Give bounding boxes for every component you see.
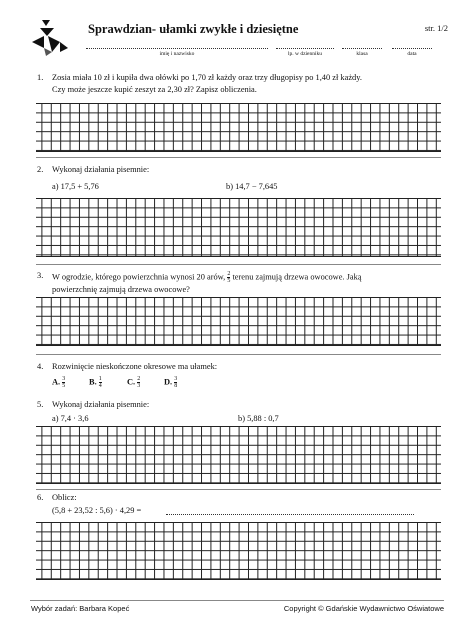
option-c[interactable]: C. $\frac{2}{3}$: [127, 376, 141, 389]
divider: [36, 489, 441, 490]
publisher-logo: [30, 18, 70, 58]
question-6-text: Oblicz:: [52, 493, 77, 502]
fraction-two-fifths: $\frac{2}{5}$: [227, 271, 231, 284]
register-number-field[interactable]: [276, 48, 334, 49]
option-d[interactable]: D. $\frac{3}{8}$: [164, 376, 178, 389]
question-5a: a) 7,4 · 3,6: [52, 414, 89, 423]
divider: [36, 264, 441, 265]
question-1-number: 1.: [37, 73, 44, 82]
question-1-line-2: Czy może jeszcze kupić zeszyt za 2,30 zł? Zapisz obliczenia.: [52, 85, 257, 94]
class-label: klasa: [356, 51, 368, 57]
question-2b: b) 14,7 − 7,645: [226, 182, 278, 191]
footer-copyright: Copyright © Gdańskie Wydawnictwo Oświatowe: [283, 604, 444, 613]
divider: [36, 157, 441, 158]
question-1-text: [52, 72, 362, 96]
date-label: data: [407, 51, 417, 57]
question-5-number: 5.: [37, 400, 44, 409]
footer-divider: [30, 600, 444, 601]
page-number: str. 1/2: [424, 23, 448, 33]
name-field-label: imię i nazwisko: [159, 51, 195, 57]
question-3-line-1-end: terenu zajmują drzewa owocowe. Jaką: [232, 272, 362, 282]
date-field[interactable]: [392, 48, 432, 49]
question-5b: b) 5,88 : 0,7: [238, 414, 279, 423]
answer-grid-1[interactable]: [36, 103, 441, 152]
question-2-text: Wykonaj działania pisemnie:: [52, 165, 150, 174]
page-title: Sprawdzian- ułamki zwykłe i dziesiętne: [88, 22, 299, 36]
answer-line[interactable]: [166, 514, 414, 515]
class-field[interactable]: [342, 48, 382, 49]
question-5-text: Wykonaj działania pisemnie:: [52, 400, 150, 409]
question-2-number: 2.: [37, 165, 44, 174]
answer-grid-3[interactable]: [36, 297, 441, 346]
divider: [36, 354, 441, 355]
answer-grid-2[interactable]: [36, 198, 441, 257]
question-6-expression: (5,8 + 23,52 : 5,6) · 4,29 =: [52, 506, 142, 515]
question-3-line-2: powierzchnię zajmują drzewa owocowe?: [52, 285, 190, 294]
question-4-text: Rozwinięcie nieskończone okresowe ma ułamek:: [52, 362, 218, 371]
question-6-number: 6.: [37, 493, 44, 502]
option-b[interactable]: B. $\frac{1}{4}$: [89, 376, 102, 389]
question-3-line-1-start: W ogrodzie, którego powierzchnia wynosi 20 arów,: [52, 272, 226, 282]
answer-grid-6[interactable]: [36, 522, 441, 580]
register-number-label: lp. w dzienniku: [287, 51, 323, 57]
question-4-number: 4.: [37, 362, 44, 371]
answer-grid-5[interactable]: [36, 426, 441, 484]
option-a[interactable]: A. $\frac{3}{5}$: [52, 376, 66, 389]
question-3-number: 3.: [37, 271, 44, 280]
footer-author: Wybór zadań: Barbara Kopeć: [31, 604, 130, 613]
question-3-text: [52, 271, 362, 296]
question-2a: a) 17,5 + 5,76: [52, 182, 99, 191]
question-1-line-1: Zosia miała 10 zł i kupiła dwa ołówki po 1,70 zł każdy oraz trzy długopisy po 1,40 zł każdy.: [52, 73, 362, 82]
name-field[interactable]: [86, 48, 268, 49]
